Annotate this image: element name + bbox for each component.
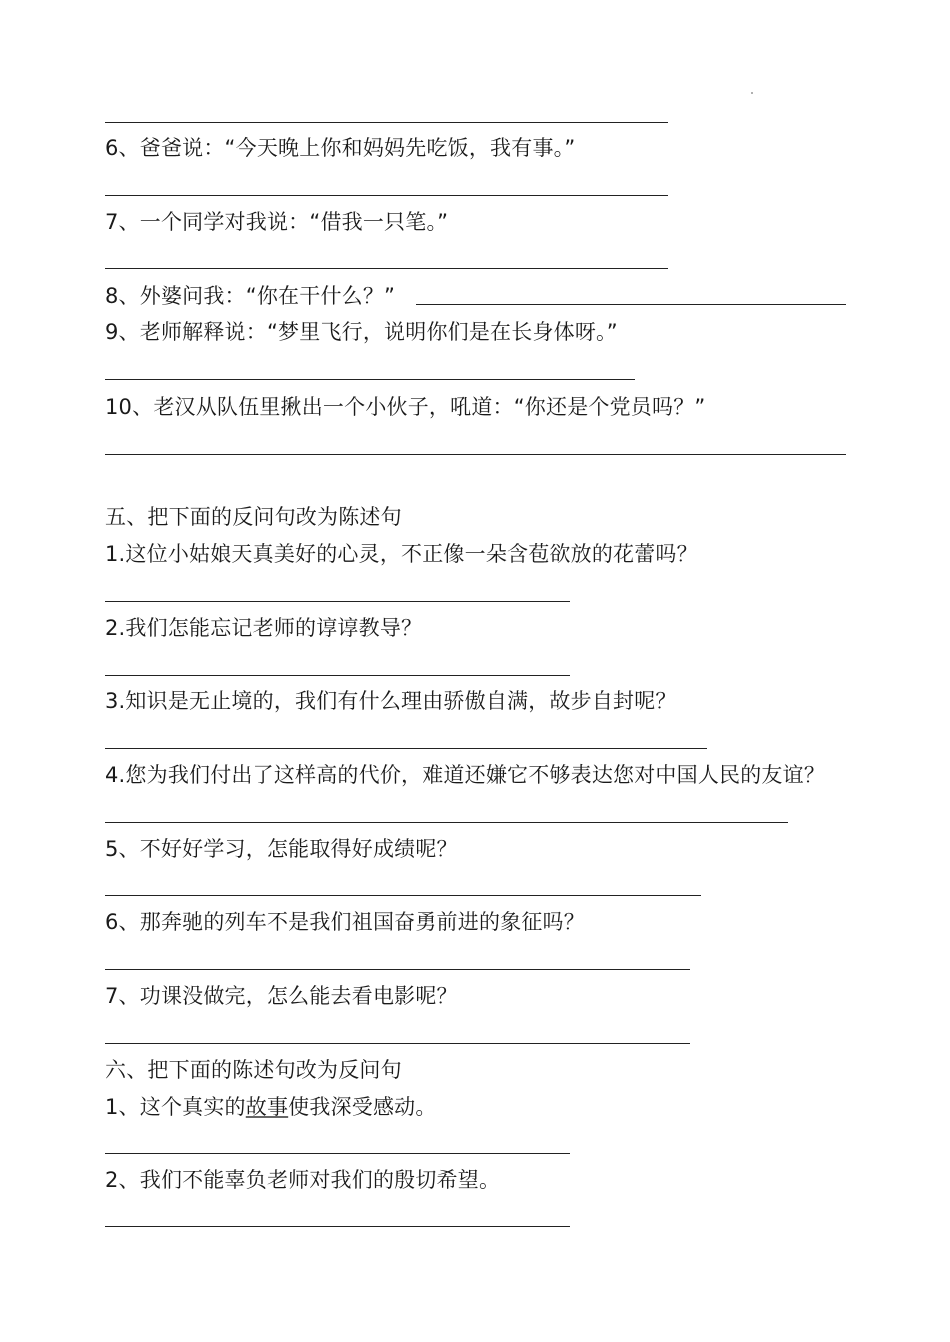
question-5-4: 4.您为我们付出了这样高的代价，难道还嫌它不够表达您对中国人民的友谊？ bbox=[105, 763, 826, 787]
answer-line bbox=[105, 748, 707, 749]
question-6-1-text-start: 1、这个真实的 bbox=[105, 1095, 246, 1119]
scan-speck bbox=[751, 92, 753, 94]
question-5-3: 3.知识是无止境的，我们有什么理由骄傲自满，故步自封呢？ bbox=[105, 689, 677, 713]
question-4-9: 9、老师解释说：“梦里飞行，说明你们是在长身体呀。” bbox=[105, 320, 618, 344]
question-4-10: 10、老汉从队伍里揪出一个小伙子，吼道：“你还是个党员吗？” bbox=[105, 395, 706, 419]
question-6-1 bbox=[105, 1093, 437, 1121]
question-6-1-text-end: 使我深受感动。 bbox=[288, 1095, 437, 1119]
answer-line bbox=[105, 601, 570, 602]
answer-line bbox=[105, 122, 668, 123]
answer-line bbox=[105, 1043, 690, 1044]
answer-line bbox=[105, 969, 690, 970]
question-5-1: 1.这位小姑娘天真美好的心灵，不正像一朵含苞欲放的花蕾吗？ bbox=[105, 542, 698, 566]
question-6-2: 2、我们不能辜负老师对我们的殷切希望。 bbox=[105, 1168, 501, 1192]
question-4-8: 8、外婆问我：“你在干什么？” bbox=[105, 284, 396, 308]
answer-line bbox=[105, 1226, 570, 1227]
question-5-7: 7、功课没做完，怎么能去看电影呢？ bbox=[105, 984, 458, 1008]
answer-line bbox=[105, 268, 668, 269]
question-5-6: 6、那奔驰的列车不是我们祖国奋勇前进的象征吗？ bbox=[105, 910, 585, 934]
answer-line bbox=[416, 304, 846, 305]
question-5-2: 2.我们怎能忘记老师的谆谆教导？ bbox=[105, 616, 423, 640]
answer-line bbox=[105, 675, 570, 676]
section-5-title: 五、把下面的反问句改为陈述句 bbox=[105, 505, 402, 529]
answer-line bbox=[105, 195, 668, 196]
story-link[interactable]: 故事 bbox=[245, 1095, 289, 1119]
answer-line bbox=[105, 895, 701, 896]
section-6-title: 六、把下面的陈述句改为反问句 bbox=[105, 1058, 402, 1082]
answer-line bbox=[105, 454, 846, 455]
question-5-5: 5、不好好学习，怎能取得好成绩呢？ bbox=[105, 837, 458, 861]
answer-line bbox=[105, 1153, 570, 1154]
question-4-6: 6、爸爸说：“今天晚上你和妈妈先吃饭，我有事。” bbox=[105, 136, 576, 160]
answer-line bbox=[105, 822, 788, 823]
answer-line bbox=[105, 379, 635, 380]
question-4-7: 7、一个同学对我说：“借我一只笔。” bbox=[105, 210, 449, 234]
